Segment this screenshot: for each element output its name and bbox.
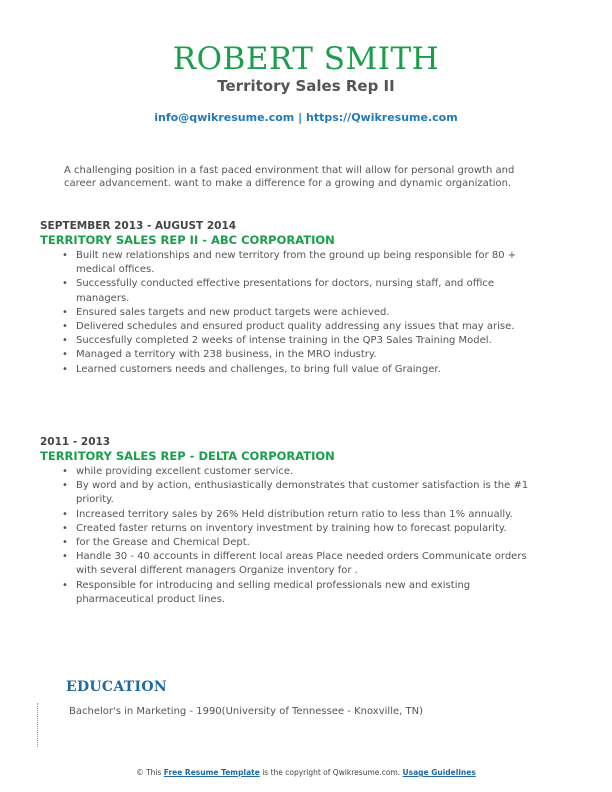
list-item — [62, 479, 534, 507]
list-item — [62, 277, 534, 305]
candidate-name: ROBERT SMITH — [172, 41, 440, 77]
bullet-icon: • — [62, 522, 68, 534]
list-item — [62, 579, 534, 607]
bullet-icon: • — [62, 250, 68, 261]
footer-prefix: © This — [136, 768, 162, 777]
experience-entry — [40, 436, 540, 607]
list-item — [62, 522, 534, 536]
bullet-text: for the Grease and Chemical Dept. — [76, 537, 250, 549]
job-bullets — [40, 465, 540, 607]
bullet-text: Ensured sales targets and new product targets were achieved. — [76, 306, 390, 318]
contact-line — [0, 111, 612, 125]
candidate-title: Territory Sales Rep II — [217, 77, 395, 95]
bullet-text: Built new relationships and new territory from the ground up being responsible for 80 + medical offices. — [76, 250, 517, 276]
footer — [0, 768, 612, 778]
list-item — [62, 306, 534, 320]
job-role: TERRITORY SALES REP - DELTA CORPORATION — [40, 449, 335, 463]
job-role: TERRITORY SALES REP II - ABC CORPORATION — [40, 233, 335, 247]
usage-guidelines-link[interactable]: Usage Guidelines — [402, 768, 476, 777]
bullet-text: Managed a territory with 238 business, in the MRO industry. — [76, 349, 377, 361]
bullet-text: Created faster returns on inventory investment by training how to forecast popularity. — [76, 522, 507, 534]
list-item — [62, 465, 534, 479]
bullet-icon: • — [62, 508, 68, 520]
bullet-icon: • — [62, 349, 68, 361]
contact-separator: | — [298, 111, 303, 124]
bullet-text: By word and by action, enthusiastically demonstrates that customer satisfaction is the #1 priority. — [76, 480, 529, 506]
bullet-icon: • — [62, 321, 68, 333]
education-heading: EDUCATION — [66, 679, 167, 695]
bullet-text: Learned customers needs and challenges, to bring full value of Grainger. — [76, 363, 441, 375]
list-item — [62, 320, 534, 334]
job-dates: SEPTEMBER 2013 - AUGUST 2014 — [40, 220, 237, 232]
job-dates: 2011 - 2013 — [40, 436, 111, 448]
experience-entry — [40, 220, 540, 377]
job-bullets — [40, 249, 540, 377]
website-link[interactable]: https://Qwikresume.com — [305, 111, 458, 124]
bullet-icon: • — [62, 579, 68, 591]
bullet-text: Increased territory sales by 26% Held distribution return ratio to less than 1% annually. — [76, 508, 513, 520]
list-item — [62, 249, 534, 277]
bullet-text: Succesfully completed 2 weeks of intense training in the QP3 Sales Training Model. — [76, 335, 492, 347]
bullet-icon: • — [62, 551, 68, 563]
bullet-text: while providing excellent customer service. — [76, 466, 294, 477]
list-item — [62, 536, 534, 550]
bullet-icon: • — [62, 278, 68, 290]
list-item — [62, 334, 534, 348]
education-entry: Bachelor's in Marketing - 1990(University of Tennessee - Knoxville, TN) — [69, 706, 423, 717]
bullet-text: Responsible for introducing and selling medical professionals new and existing pharmaceutical product lines. — [76, 579, 471, 605]
list-item — [62, 348, 534, 362]
bullet-text: Successfully conducted effective presentations for doctors, nursing staff, and office managers. — [76, 278, 495, 304]
education-divider — [37, 703, 38, 747]
bullet-text: Delivered schedules and ensured product quality addressing any issues that may arise. — [76, 321, 515, 333]
footer-middle: is the copyright of Qwikresume.com. — [262, 768, 401, 777]
list-item — [62, 363, 534, 377]
bullet-icon: • — [62, 466, 68, 477]
bullet-icon: • — [62, 306, 68, 318]
summary-text: A challenging position in a fast paced environment that will allow for personal growth and career advancement. want to make a difference for a growing and dynamic organization. — [64, 165, 515, 189]
bullet-icon: • — [62, 335, 68, 347]
list-item — [62, 550, 534, 578]
list-item — [62, 508, 534, 522]
bullet-icon: • — [62, 363, 68, 375]
bullet-icon: • — [62, 537, 68, 549]
bullet-text: Handle 30 - 40 accounts in different local areas Place needed orders Communicate orders with several different managers Organize inventory for . — [76, 551, 527, 577]
email-link[interactable]: info@qwikresume.com — [154, 111, 295, 124]
bullet-icon: • — [62, 480, 68, 492]
free-resume-template-link[interactable]: Free Resume Template — [163, 768, 260, 777]
